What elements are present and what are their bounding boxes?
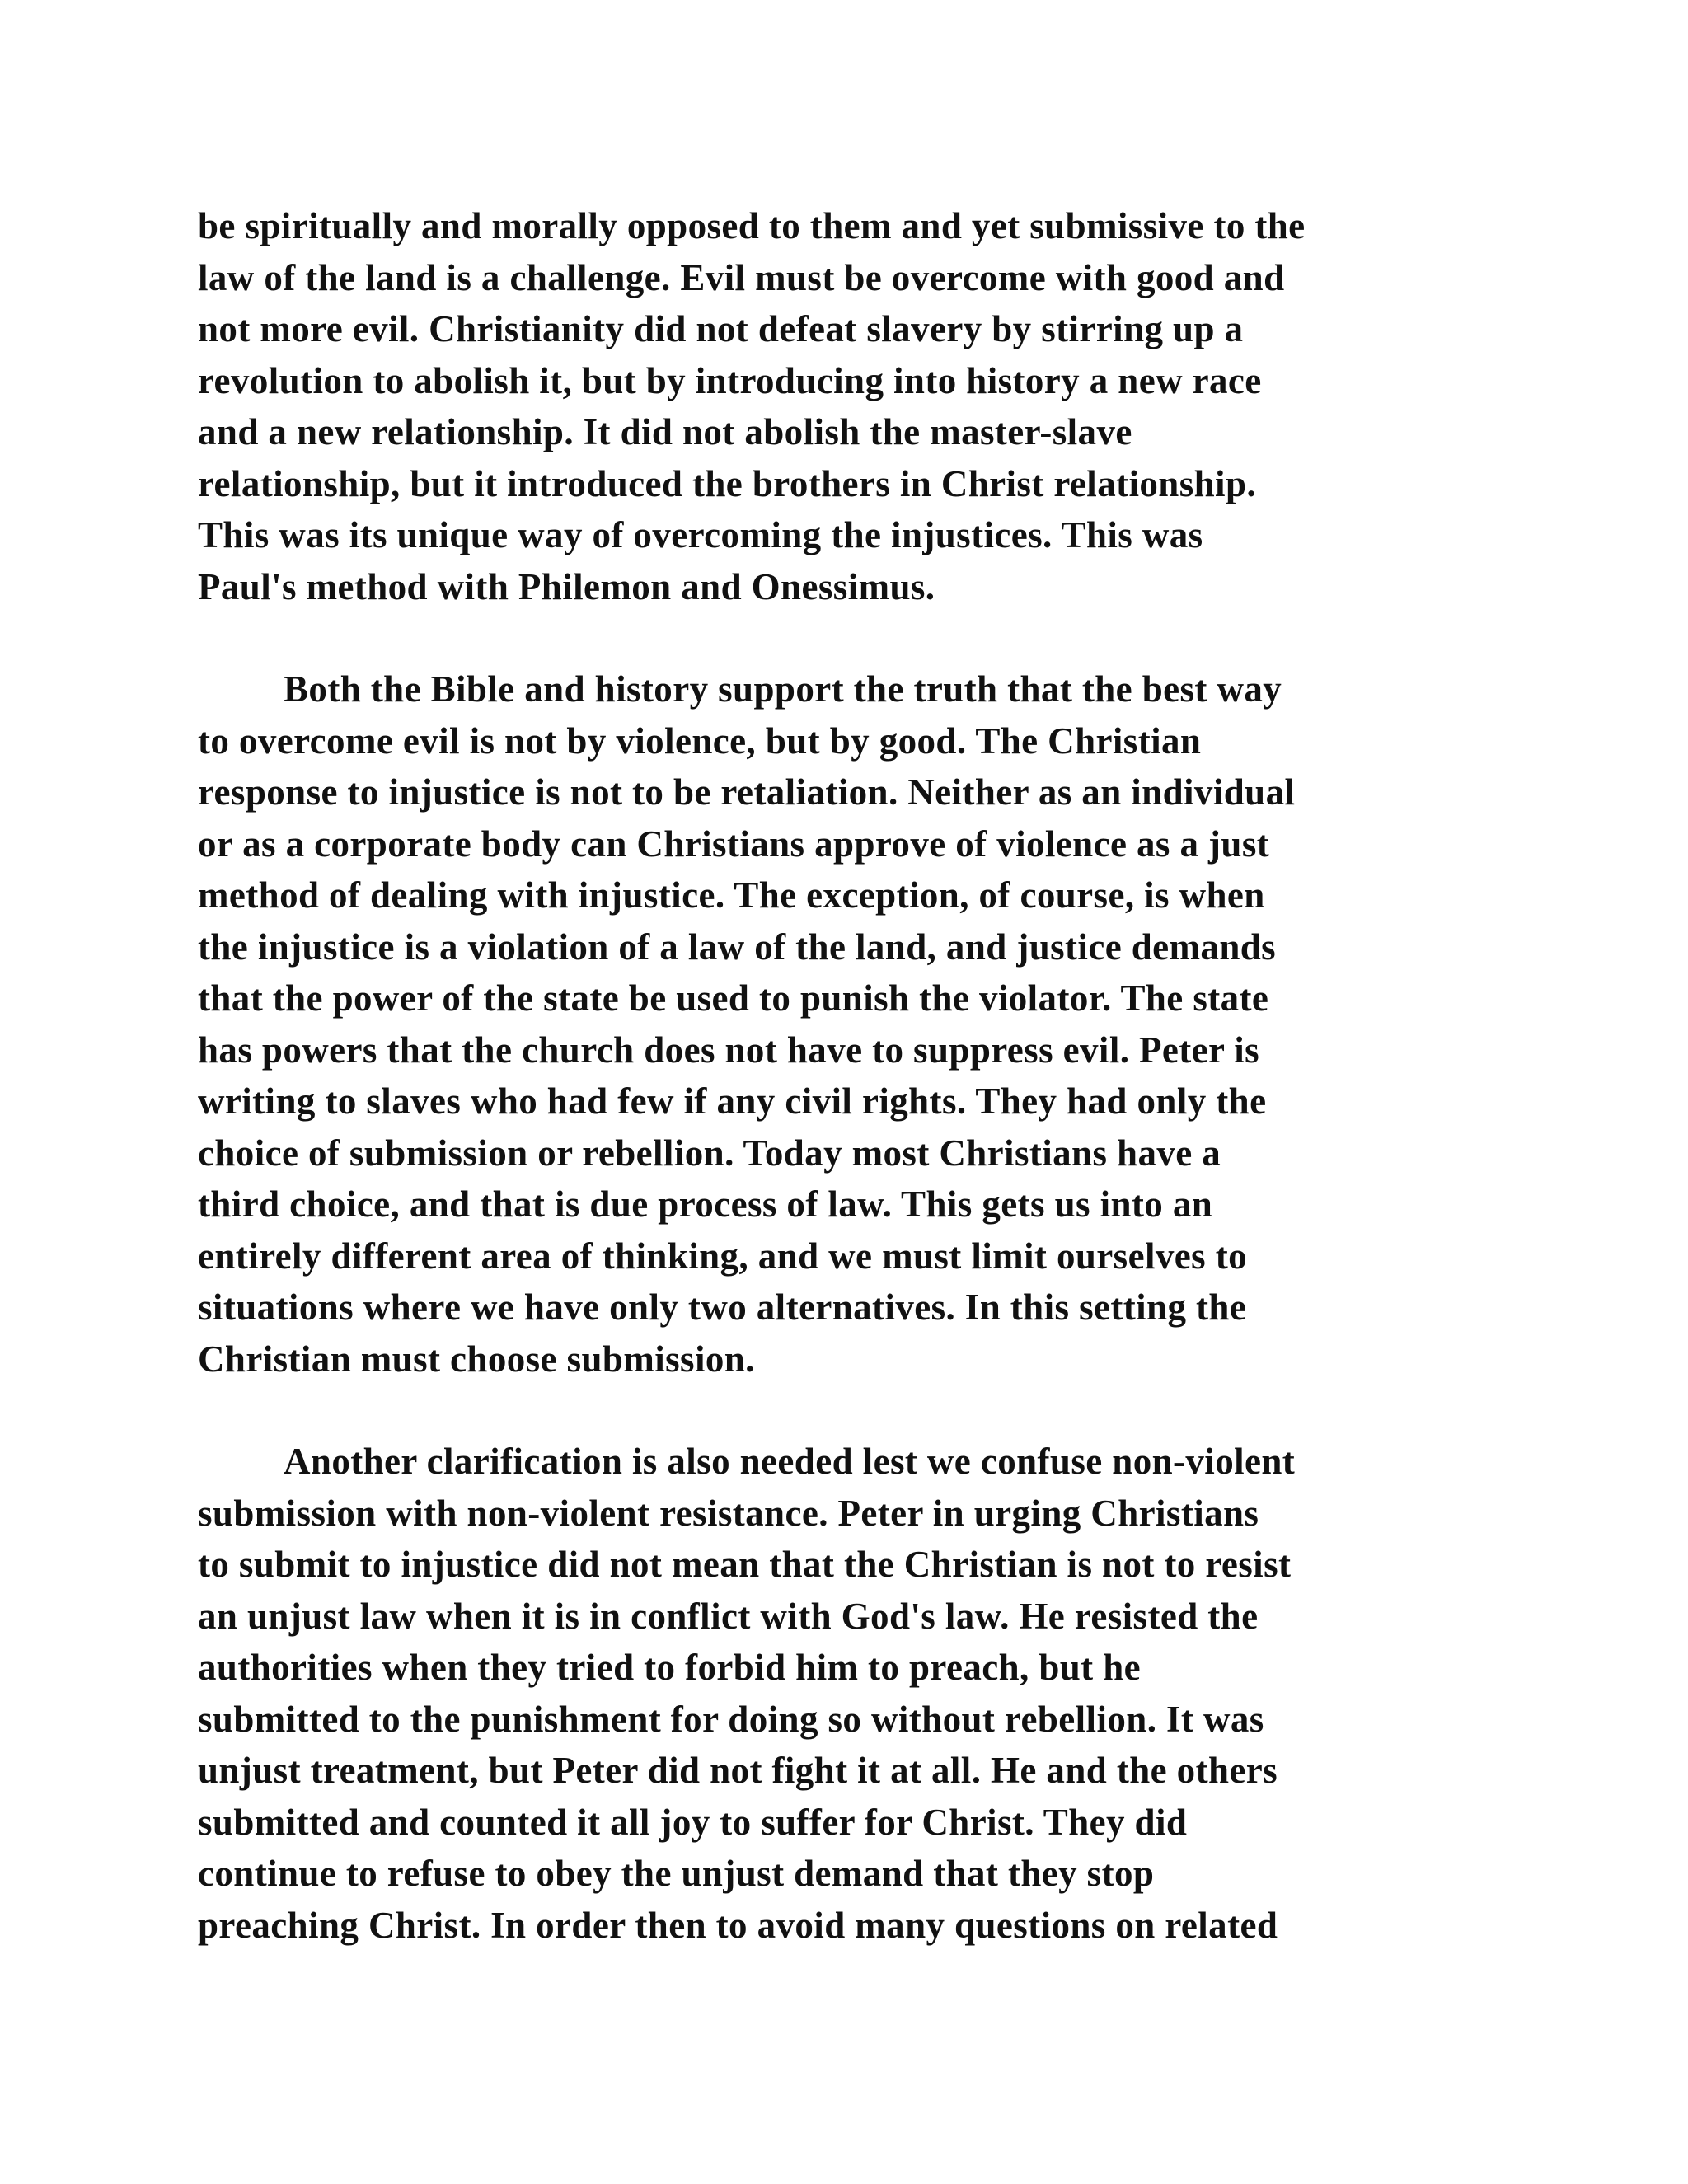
text-line: Paul's method with Philemon and Onessimus.: [198, 565, 935, 607]
text-line: writing to slaves who had few if any civil rights. They had only the: [198, 1080, 1267, 1122]
text-line: unjust treatment, but Peter did not fight it at all. He and the others: [198, 1750, 1278, 1791]
paragraph-2: [198, 663, 1295, 1385]
text-line: authorities when they tried to forbid him to preach, but he: [198, 1647, 1142, 1688]
text-line: not more evil. Christianity did not defeat slavery by stirring up a: [198, 308, 1244, 349]
paragraph-1: [198, 200, 1306, 612]
text-line: method of dealing with injustice. The exception, of course, is when: [198, 874, 1265, 916]
text-line: third choice, and that is due process of law. This gets us into an: [198, 1183, 1213, 1225]
text-line: and a new relationship. It did not abolish the master-slave: [198, 411, 1132, 452]
text-line: response to injustice is not to be retaliation. Neither as an individual: [198, 771, 1296, 813]
text-line: the injustice is a violation of a law of the land, and justice demands: [198, 926, 1277, 968]
text-line: situations where we have only two alternatives. In this setting the: [198, 1286, 1247, 1328]
text-line: entirely different area of thinking, and we must limit ourselves to: [198, 1235, 1247, 1277]
text-line: submission with non-violent resistance. Peter in urging Christians: [198, 1492, 1259, 1534]
text-line: has powers that the church does not have to suppress evil. Peter is: [198, 1029, 1260, 1071]
text-line: that the power of the state be used to punish the violator. The state: [198, 977, 1269, 1019]
text-line: to submit to injustice did not mean that the Christian is not to resist: [198, 1544, 1292, 1585]
text-line: choice of submission or rebellion. Today most Christians have a: [198, 1132, 1221, 1174]
text-line: preaching Christ. In order then to avoid many questions on related: [198, 1904, 1278, 1946]
text-line: Both the Bible and history support the truth that the best way: [284, 668, 1282, 710]
text-line: an unjust law when it is in conflict with God's law. He resisted the: [198, 1595, 1259, 1637]
text-line: submitted and counted it all joy to suffer for Christ. They did: [198, 1801, 1188, 1843]
text-line: Christian must choose submission.: [198, 1338, 755, 1380]
text-line: Another clarification is also needed lest we confuse non-violent: [284, 1441, 1296, 1482]
text-line: continue to refuse to obey the unjust demand that they stop: [198, 1853, 1155, 1894]
text-line: revolution to abolish it, but by introducing into history a new race: [198, 359, 1262, 401]
paragraph-3: [198, 1436, 1295, 1951]
text-line: or as a corporate body can Christians approve of violence as a just: [198, 823, 1270, 865]
text-line: relationship, but it introduced the brothers in Christ relationship.: [198, 462, 1257, 504]
text-line: This was its unique way of overcoming the injustices. This was: [198, 514, 1203, 555]
text-line: to overcome evil is not by violence, but by good. The Christian: [198, 719, 1202, 762]
text-line: be spiritually and morally opposed to them and yet submissive to the: [198, 205, 1306, 246]
text-line: submitted to the punishment for doing so without rebellion. It was: [198, 1698, 1264, 1740]
text-line: law of the land is a challenge. Evil must be overcome with good and: [198, 256, 1285, 298]
